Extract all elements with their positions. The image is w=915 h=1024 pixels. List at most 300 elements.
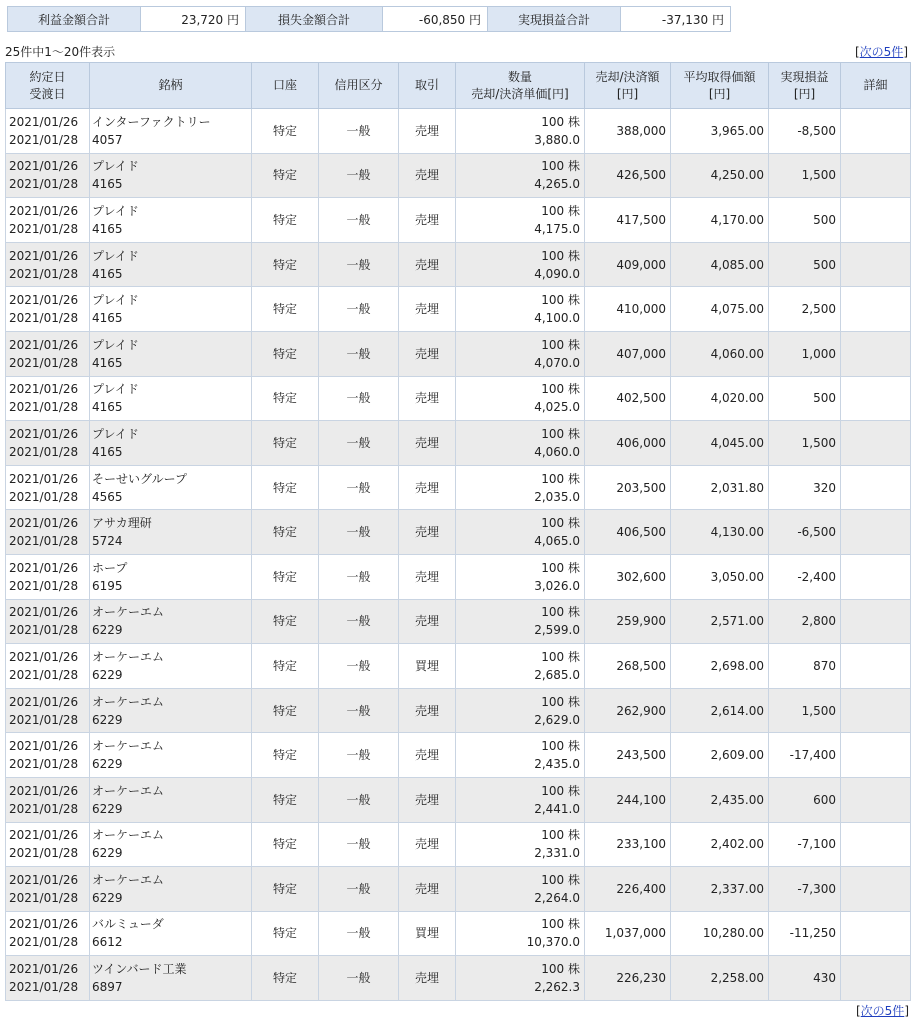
qty-price-cell (456, 510, 585, 555)
trade-date: 2021/01/26 (9, 203, 79, 218)
settle-date: 2021/01/28 (9, 712, 79, 727)
stock-name: オーケーエム (92, 783, 165, 798)
stock-name: プレイド (92, 203, 139, 218)
stock-name: アサカ理研 (92, 516, 152, 531)
settle-date: 2021/01/28 (9, 890, 79, 905)
detail-cell (841, 287, 911, 332)
amount-cell: 407,000 (585, 331, 671, 376)
amount-cell: 402,500 (585, 376, 671, 421)
settle-date: 2021/01/28 (9, 266, 79, 281)
quantity: 100 株 (541, 516, 580, 531)
table-body (6, 109, 911, 1001)
table-row (6, 911, 911, 956)
settle-date: 2021/01/28 (9, 221, 79, 236)
trade-type-cell: 売埋 (399, 465, 456, 510)
settle-price: 4,100.0 (534, 311, 580, 326)
trade-date: 2021/01/26 (9, 426, 79, 441)
stock-code: 6229 (92, 667, 123, 682)
stock-name: ホープ (92, 560, 128, 575)
realized-pl-cell: 500 (769, 198, 841, 243)
settle-date: 2021/01/28 (9, 980, 79, 995)
stock-code: 6229 (92, 623, 123, 638)
stock-cell (90, 554, 252, 599)
trade-type-cell: 売埋 (399, 153, 456, 198)
settle-price: 2,435.0 (534, 757, 580, 772)
date-cell (6, 465, 90, 510)
quantity: 100 株 (541, 962, 580, 977)
qty-price-cell (456, 554, 585, 599)
detail-cell (841, 867, 911, 912)
realized-pl-cell: -17,400 (769, 733, 841, 778)
margin-cell: 一般 (319, 554, 399, 599)
table-row (6, 599, 911, 644)
stock-name: オーケーエム (92, 828, 165, 843)
detail-cell (841, 777, 911, 822)
margin-cell: 一般 (319, 644, 399, 689)
date-cell (6, 153, 90, 198)
date-cell (6, 688, 90, 733)
settle-price: 4,175.0 (534, 221, 580, 236)
trade-type-cell: 売埋 (399, 733, 456, 778)
avg-cost-cell: 4,045.00 (671, 421, 769, 466)
trade-date: 2021/01/26 (9, 962, 79, 977)
settle-date: 2021/01/28 (9, 132, 79, 147)
trade-type-cell: 売埋 (399, 867, 456, 912)
trade-date: 2021/01/26 (9, 248, 79, 263)
realized-pl-cell: 1,500 (769, 153, 841, 198)
realized-pl-cell: 320 (769, 465, 841, 510)
detail-cell (841, 733, 911, 778)
avg-cost-cell: 4,020.00 (671, 376, 769, 421)
detail-cell (841, 242, 911, 287)
result-count-bar (5, 43, 910, 59)
date-cell (6, 911, 90, 956)
settle-price: 2,264.0 (534, 890, 580, 905)
margin-cell: 一般 (319, 510, 399, 555)
date-cell (6, 376, 90, 421)
settle-date: 2021/01/28 (9, 801, 79, 816)
qty-price-cell (456, 956, 585, 1001)
qty-price-cell (456, 688, 585, 733)
avg-cost-cell: 2,614.00 (671, 688, 769, 733)
stock-cell (90, 688, 252, 733)
margin-cell: 一般 (319, 911, 399, 956)
amount-cell: 388,000 (585, 109, 671, 154)
stock-name: インターファクトリー (92, 114, 211, 129)
table-row (6, 688, 911, 733)
trade-type-cell: 売埋 (399, 554, 456, 599)
settle-price: 4,065.0 (534, 534, 580, 549)
date-cell (6, 421, 90, 466)
realized-pl-cell: -7,300 (769, 867, 841, 912)
account-cell: 特定 (252, 510, 319, 555)
quantity: 100 株 (541, 382, 580, 397)
account-cell: 特定 (252, 465, 319, 510)
amount-cell: 262,900 (585, 688, 671, 733)
account-cell: 特定 (252, 644, 319, 689)
settle-date: 2021/01/28 (9, 846, 79, 861)
quantity: 100 株 (541, 783, 580, 798)
trade-type-cell: 売埋 (399, 198, 456, 243)
detail-cell (841, 109, 911, 154)
settle-date: 2021/01/28 (9, 311, 79, 326)
qty-price-cell (456, 109, 585, 154)
detail-cell (841, 465, 911, 510)
margin-cell: 一般 (319, 956, 399, 1001)
profit-total-label: 利益金額合計 (8, 7, 141, 32)
account-cell: 特定 (252, 554, 319, 599)
detail-cell (841, 599, 911, 644)
stock-code: 6195 (92, 578, 123, 593)
stock-code: 4165 (92, 266, 123, 281)
bracket-open: [ (855, 1004, 861, 1018)
trade-type-cell: 買埋 (399, 911, 456, 956)
settle-price: 4,265.0 (534, 177, 580, 192)
stock-cell (90, 421, 252, 466)
trade-type-cell: 売埋 (399, 242, 456, 287)
avg-cost-cell: 2,258.00 (671, 956, 769, 1001)
next-page-link-top[interactable]: 次の5件 (859, 45, 904, 59)
quantity: 100 株 (541, 337, 580, 352)
stock-name: プレイド (92, 382, 139, 397)
realized-total-label: 実現損益合計 (488, 7, 621, 32)
date-cell (6, 733, 90, 778)
quantity: 100 株 (541, 828, 580, 843)
col-header-name: 銘柄 (90, 63, 252, 109)
amount-cell: 259,900 (585, 599, 671, 644)
table-row (6, 777, 911, 822)
stock-code: 4165 (92, 400, 123, 415)
margin-cell: 一般 (319, 242, 399, 287)
realized-pl-cell: 2,800 (769, 599, 841, 644)
table-row (6, 554, 911, 599)
detail-cell (841, 376, 911, 421)
trade-type-cell: 売埋 (399, 822, 456, 867)
avg-cost-cell: 2,031.80 (671, 465, 769, 510)
settle-date: 2021/01/28 (9, 935, 79, 950)
margin-cell: 一般 (319, 198, 399, 243)
trade-date: 2021/01/26 (9, 917, 79, 932)
stock-name: オーケーエム (92, 694, 165, 709)
qty-price-cell (456, 867, 585, 912)
margin-cell: 一般 (319, 421, 399, 466)
quantity: 100 株 (541, 426, 580, 441)
amount-cell: 426,500 (585, 153, 671, 198)
bracket-close: ] (904, 1004, 909, 1018)
date-cell (6, 599, 90, 644)
quantity: 100 株 (541, 293, 580, 308)
settle-price: 2,599.0 (534, 623, 580, 638)
stock-code: 4165 (92, 355, 123, 370)
quantity: 100 株 (541, 872, 580, 887)
avg-cost-cell: 4,170.00 (671, 198, 769, 243)
settle-price: 2,035.0 (534, 489, 580, 504)
account-cell: 特定 (252, 331, 319, 376)
quantity: 100 株 (541, 649, 580, 664)
amount-cell: 406,000 (585, 421, 671, 466)
stock-cell (90, 599, 252, 644)
realized-pl-cell: 1,500 (769, 421, 841, 466)
result-count-text: 25件中1～20件表示 (5, 45, 116, 59)
bracket-close: ] (903, 45, 908, 59)
table-row (6, 376, 911, 421)
stock-cell (90, 911, 252, 956)
stock-name: プレイド (92, 159, 139, 174)
trade-date: 2021/01/26 (9, 605, 79, 620)
qty-price-cell (456, 331, 585, 376)
realized-pl-cell: -2,400 (769, 554, 841, 599)
table-row (6, 822, 911, 867)
settle-price: 4,025.0 (534, 400, 580, 415)
realized-pl-cell: 870 (769, 644, 841, 689)
qty-price-cell (456, 822, 585, 867)
qty-price-cell (456, 777, 585, 822)
margin-cell: 一般 (319, 287, 399, 332)
trade-type-cell: 売埋 (399, 421, 456, 466)
trade-type-cell: 売埋 (399, 376, 456, 421)
loss-total-value: -60,850 円 (383, 7, 488, 32)
realized-pl-cell: 500 (769, 376, 841, 421)
stock-name: オーケーエム (92, 739, 165, 754)
trade-date: 2021/01/26 (9, 828, 79, 843)
date-cell (6, 198, 90, 243)
trade-type-cell: 売埋 (399, 688, 456, 733)
account-cell: 特定 (252, 599, 319, 644)
settle-price: 2,331.0 (534, 846, 580, 861)
avg-cost-cell: 4,075.00 (671, 287, 769, 332)
avg-cost-cell: 3,050.00 (671, 554, 769, 599)
trade-date: 2021/01/26 (9, 471, 79, 486)
settle-date: 2021/01/28 (9, 355, 79, 370)
trade-date: 2021/01/26 (9, 114, 79, 129)
col-header-detail: 詳細 (841, 63, 911, 109)
col-header-amount-line2: [円] (616, 86, 639, 101)
date-cell (6, 510, 90, 555)
account-cell: 特定 (252, 777, 319, 822)
loss-total-label: 損失金額合計 (246, 7, 383, 32)
table-row (6, 956, 911, 1001)
stock-code: 4565 (92, 489, 123, 504)
table-header-row (6, 63, 911, 109)
col-header-margin: 信用区分 (319, 63, 399, 109)
qty-price-cell (456, 644, 585, 689)
qty-price-cell (456, 287, 585, 332)
amount-cell: 244,100 (585, 777, 671, 822)
avg-cost-cell: 4,085.00 (671, 242, 769, 287)
stock-code: 6229 (92, 890, 123, 905)
qty-price-cell (456, 911, 585, 956)
settle-price: 3,880.0 (534, 132, 580, 147)
settle-price: 2,629.0 (534, 712, 580, 727)
stock-name: オーケーエム (92, 649, 165, 664)
qty-price-cell (456, 153, 585, 198)
avg-cost-cell: 4,250.00 (671, 153, 769, 198)
trade-date: 2021/01/26 (9, 293, 79, 308)
trade-date: 2021/01/26 (9, 783, 79, 798)
avg-cost-cell: 2,435.00 (671, 777, 769, 822)
stock-cell (90, 644, 252, 689)
margin-cell: 一般 (319, 465, 399, 510)
realized-pl-cell: -7,100 (769, 822, 841, 867)
quantity: 100 株 (541, 605, 580, 620)
date-cell (6, 331, 90, 376)
stock-cell (90, 331, 252, 376)
col-header-avg (671, 63, 769, 109)
col-header-trade: 取引 (399, 63, 456, 109)
date-cell (6, 109, 90, 154)
stock-cell (90, 242, 252, 287)
account-cell: 特定 (252, 956, 319, 1001)
qty-price-cell (456, 465, 585, 510)
realized-pl-cell: 1,500 (769, 688, 841, 733)
realized-pl-cell: 500 (769, 242, 841, 287)
pager-top (855, 43, 908, 60)
account-cell: 特定 (252, 421, 319, 466)
amount-cell: 226,400 (585, 867, 671, 912)
date-cell (6, 554, 90, 599)
realized-pl-cell: 600 (769, 777, 841, 822)
account-cell: 特定 (252, 109, 319, 154)
detail-cell (841, 554, 911, 599)
stock-cell (90, 287, 252, 332)
settle-price: 2,685.0 (534, 667, 580, 682)
account-cell: 特定 (252, 733, 319, 778)
settle-date: 2021/01/28 (9, 444, 79, 459)
trade-date: 2021/01/26 (9, 382, 79, 397)
stock-name: オーケーエム (92, 605, 165, 620)
realized-total-value: -37,130 円 (621, 7, 731, 32)
margin-cell: 一般 (319, 733, 399, 778)
table-row (6, 109, 911, 154)
amount-cell: 409,000 (585, 242, 671, 287)
detail-cell (841, 153, 911, 198)
trade-date: 2021/01/26 (9, 694, 79, 709)
profit-total-value: 23,720 円 (141, 7, 246, 32)
qty-price-cell (456, 599, 585, 644)
trade-date: 2021/01/26 (9, 337, 79, 352)
col-header-amount-line1: 売却/決済額 (595, 69, 660, 84)
detail-cell (841, 331, 911, 376)
stock-cell (90, 153, 252, 198)
settle-price: 4,060.0 (534, 444, 580, 459)
trade-type-cell: 売埋 (399, 109, 456, 154)
stock-name: オーケーエム (92, 872, 165, 887)
detail-cell (841, 911, 911, 956)
margin-cell: 一般 (319, 376, 399, 421)
settle-price: 2,441.0 (534, 801, 580, 816)
date-cell (6, 777, 90, 822)
trade-type-cell: 売埋 (399, 599, 456, 644)
col-header-pl-line1: 実現損益 (780, 69, 829, 84)
detail-cell (841, 822, 911, 867)
trade-history-table (5, 62, 911, 1001)
trade-date: 2021/01/26 (9, 560, 79, 575)
trade-date: 2021/01/26 (9, 872, 79, 887)
stock-code: 6897 (92, 980, 123, 995)
table-row (6, 867, 911, 912)
realized-pl-cell: -11,250 (769, 911, 841, 956)
account-cell: 特定 (252, 153, 319, 198)
stock-name: そーせいグループ (92, 471, 188, 486)
trade-date: 2021/01/26 (9, 159, 79, 174)
amount-cell: 226,230 (585, 956, 671, 1001)
detail-cell (841, 510, 911, 555)
stock-code: 4057 (92, 132, 123, 147)
settle-date: 2021/01/28 (9, 489, 79, 504)
qty-price-cell (456, 198, 585, 243)
stock-name: プレイド (92, 293, 139, 308)
stock-code: 4165 (92, 444, 123, 459)
next-page-link-bottom[interactable]: 次の5件 (860, 1004, 905, 1018)
table-row (6, 198, 911, 243)
realized-pl-cell: 1,000 (769, 331, 841, 376)
amount-cell: 203,500 (585, 465, 671, 510)
amount-cell: 243,500 (585, 733, 671, 778)
stock-cell (90, 198, 252, 243)
settle-price: 2,262.3 (534, 980, 580, 995)
amount-cell: 406,500 (585, 510, 671, 555)
amount-cell: 302,600 (585, 554, 671, 599)
avg-cost-cell: 10,280.00 (671, 911, 769, 956)
margin-cell: 一般 (319, 153, 399, 198)
quantity: 100 株 (541, 248, 580, 263)
summary-table (7, 6, 731, 32)
settle-date: 2021/01/28 (9, 400, 79, 415)
trade-type-cell: 売埋 (399, 510, 456, 555)
date-cell (6, 867, 90, 912)
stock-name: バルミューダ (92, 917, 164, 932)
amount-cell: 268,500 (585, 644, 671, 689)
margin-cell: 一般 (319, 331, 399, 376)
qty-price-cell (456, 421, 585, 466)
table-row (6, 287, 911, 332)
date-cell (6, 956, 90, 1001)
account-cell: 特定 (252, 911, 319, 956)
stock-cell (90, 956, 252, 1001)
col-header-dates (6, 63, 90, 109)
stock-cell (90, 733, 252, 778)
table-row (6, 733, 911, 778)
col-header-qty (456, 63, 585, 109)
date-cell (6, 287, 90, 332)
realized-pl-cell: 2,500 (769, 287, 841, 332)
margin-cell: 一般 (319, 599, 399, 644)
bracket-open: [ (854, 45, 860, 59)
amount-cell: 410,000 (585, 287, 671, 332)
avg-cost-cell: 3,965.00 (671, 109, 769, 154)
account-cell: 特定 (252, 198, 319, 243)
date-cell (6, 242, 90, 287)
stock-name: プレイド (92, 426, 139, 441)
col-header-qty-line1: 数量 (507, 69, 532, 84)
stock-code: 6229 (92, 801, 123, 816)
col-header-pl-line2: [円] (793, 86, 816, 101)
col-header-avg-line2: [円] (708, 86, 731, 101)
quantity: 100 株 (541, 114, 580, 129)
settle-price: 4,070.0 (534, 355, 580, 370)
margin-cell: 一般 (319, 777, 399, 822)
quantity: 100 株 (541, 917, 580, 932)
stock-code: 6612 (92, 935, 123, 950)
detail-cell (841, 644, 911, 689)
trade-type-cell: 売埋 (399, 777, 456, 822)
amount-cell: 233,100 (585, 822, 671, 867)
stock-code: 4165 (92, 221, 123, 236)
avg-cost-cell: 4,130.00 (671, 510, 769, 555)
avg-cost-cell: 4,060.00 (671, 331, 769, 376)
avg-cost-cell: 2,337.00 (671, 867, 769, 912)
qty-price-cell (456, 733, 585, 778)
